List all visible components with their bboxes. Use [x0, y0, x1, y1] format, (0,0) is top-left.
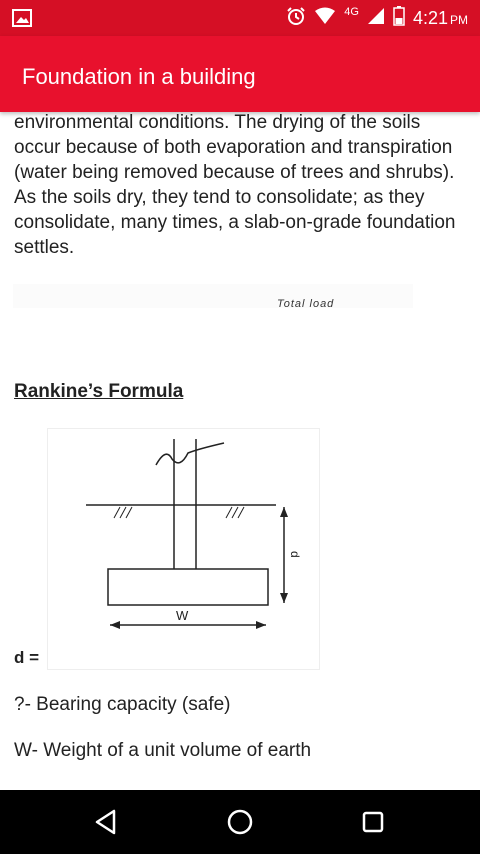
back-icon [94, 809, 118, 835]
status-bar [0, 0, 480, 36]
signal-icon [367, 7, 385, 30]
clock-ampm: PM [450, 12, 468, 27]
article-paragraph: environmental conditions. The drying of the soils occur because of both evaporation and transpiration (water being removed because of trees and shrubs). As the soils dry, they tend to consolidate; as they consolidate, many times, a slab-on-grade foundation settles. [14, 112, 456, 258]
article-content[interactable] [0, 112, 480, 790]
gallery-icon [12, 9, 32, 27]
depth-label: d [288, 551, 302, 558]
legend-weight: W- Weight of a unit volume of earth [14, 740, 312, 761]
legend-bearing-capacity: ?- Bearing capacity (safe) [14, 694, 231, 715]
back-button[interactable] [88, 804, 124, 840]
battery-icon [393, 6, 405, 31]
navigation-bar [0, 790, 480, 854]
wifi-icon [314, 7, 336, 30]
app-title: Foundation in a building [22, 64, 256, 89]
formula-label: d = [14, 648, 40, 667]
foundation-diagram [47, 428, 320, 670]
alarm-icon [286, 6, 306, 31]
image-strip-label: Total load [277, 298, 335, 308]
width-label: W [176, 608, 189, 623]
recents-button[interactable] [355, 804, 391, 840]
app-bar [0, 36, 480, 112]
home-button[interactable] [222, 804, 258, 840]
clock-time: 4:21 [412, 7, 448, 28]
home-icon [226, 808, 254, 836]
clock [413, 8, 468, 29]
network-type: 4G [344, 6, 359, 18]
load-image-strip [13, 284, 413, 308]
recents-icon [361, 810, 385, 834]
section-heading: Rankine’s Formula [14, 381, 184, 402]
